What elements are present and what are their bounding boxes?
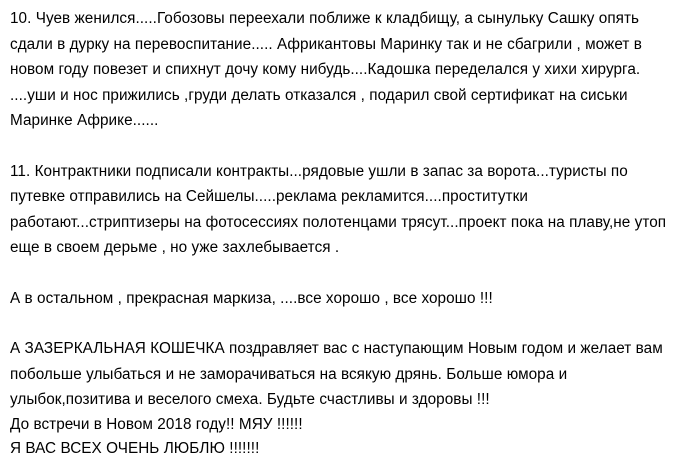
paragraph-signoff-line-2: Я ВАС ВСЕХ ОЧЕНЬ ЛЮБЛЮ !!!!!!! — [10, 439, 260, 457]
paragraph-item-11: 11. Контрактники подписали контракты...рядовые ушли в запас за ворота...туристы по путевке отправились на Сейшелы.....реклама рекламится....проститутки работают...стриптизеры на фотосессиях полотенцами трясут...проект пока на плаву,не утоп еще в своем дерьме , но уже захлебывается . — [10, 162, 667, 256]
paragraph-spacer — [10, 261, 685, 286]
paragraph-greeting-block: А ЗАЗЕРКАЛЬНАЯ КОШЕЧКА поздравляет вас с наступающим Новым годом и желает вам побольше улыбаться и не заморачиваться на всякую дрянь. Больше юмора и улыбок,позитива и веселого смеха. Будьте счастливы и здоровы !!! — [10, 340, 663, 408]
paragraph-signoff-line-1: До встречи в Новом 2018 году!! МЯУ !!!!!! — [10, 415, 303, 433]
paragraph-spacer — [10, 311, 685, 336]
paragraph-closing-line: А в остальном , прекрасная маркиза, ....все хорошо , все хорошо !!! — [10, 289, 493, 307]
paragraph-spacer — [10, 134, 685, 159]
paragraph-item-10: 10. Чуев женился.....Гобозовы переехали поближе к кладбищу, а сынульку Сашку опять сдали в дурку на перевоспитание..... Африкантовы Маринку так и не сбагрили , может в новом году повезет и спихнут дочу кому нибудь....Кадошка переделался у хихи хирурга. ....уши и нос прижились ,груди делать отказался , подарил свой сертификат на сиськи Маринке Африке...... — [10, 10, 642, 129]
